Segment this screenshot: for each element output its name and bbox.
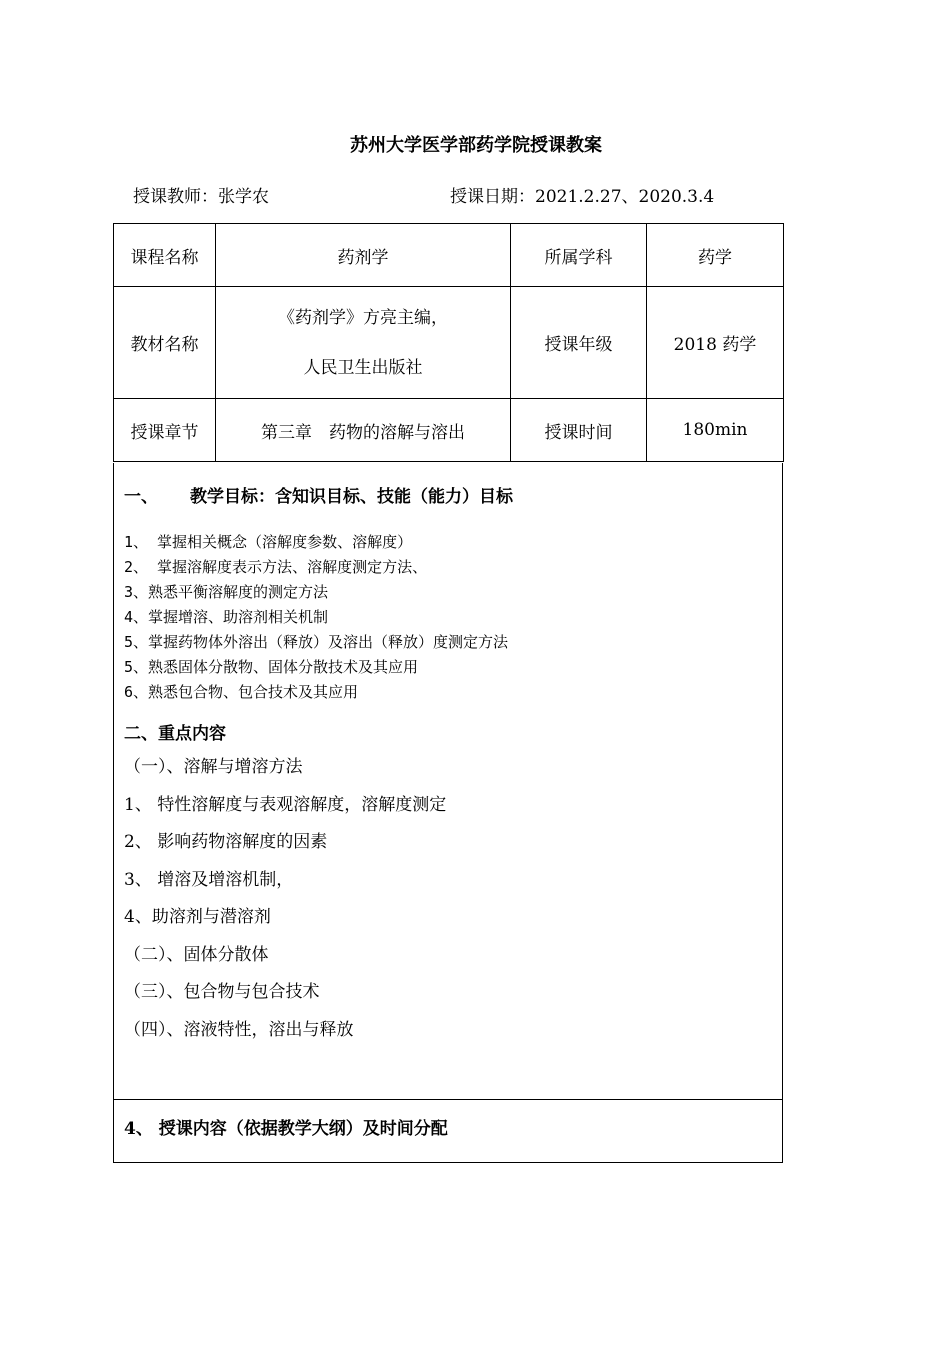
chapter-label: 授课章节 [114, 399, 216, 462]
textbook-line-2: 人民卫生出版社 [303, 357, 423, 378]
subject-label: 所属学科 [511, 224, 647, 287]
list-item: 3、熟悉平衡溶解度的测定方法 [124, 583, 329, 601]
list-item: 2、 掌握溶解度表示方法、溶解度测定方法、 [124, 558, 428, 576]
grade-label: 授课年级 [511, 287, 647, 399]
content-heading: 4、 授课内容（依据教学大纲）及时间分配 [124, 1119, 448, 1139]
list-item: （四）、溶液特性，溶出与释放 [124, 1019, 354, 1040]
goals-heading: 教学目标：含知识目标、技能（能力）目标 [190, 487, 513, 507]
grade-value: 2018 药学 [647, 287, 784, 399]
course-name-value: 药剂学 [216, 224, 511, 287]
list-item: 1、 特性溶解度与表观溶解度，溶解度测定 [124, 794, 447, 815]
document-title: 苏州大学医学部药学院授课教案 [350, 135, 602, 156]
content-section [113, 1100, 783, 1163]
list-item: 6、熟悉包合物、包合技术及其应用 [124, 683, 359, 701]
textbook-label: 教材名称 [114, 287, 216, 399]
list-item: （一）、溶解与增溶方法 [124, 757, 303, 777]
goals-list [124, 530, 508, 705]
textbook-value [216, 287, 511, 399]
table-row [114, 224, 784, 287]
list-item: 4、助溶剂与潜溶剂 [124, 907, 271, 927]
list-item: 5、熟悉固体分散物、固体分散技术及其应用 [124, 658, 419, 676]
list-item: （二）、固体分散体 [124, 944, 269, 965]
course-info-table [113, 223, 784, 462]
duration-value: 180min [647, 399, 784, 462]
goals-section [113, 463, 783, 1100]
list-item: 4、掌握增溶、助溶剂相关机制 [124, 608, 329, 626]
list-item: 5、掌握药物体外溶出（释放）及溶出（释放）度测定方法 [124, 633, 509, 651]
textbook-line-1: 《药剂学》方亮主编， [278, 307, 448, 328]
key-points-heading: 二、重点内容 [124, 724, 226, 744]
course-name-label: 课程名称 [114, 224, 216, 287]
list-item: （三）、包合物与包合技术 [124, 982, 320, 1002]
teacher-line: 授课教师：张学农 [133, 187, 269, 207]
list-item: 3、 增溶及增溶机制， [124, 869, 294, 890]
table-row [114, 287, 784, 399]
subject-value: 药学 [647, 224, 784, 287]
key-points-list [124, 753, 446, 1053]
table-row [114, 399, 784, 462]
chapter-value: 第三章 药物的溶解与溶出 [216, 399, 511, 462]
list-item: 2、 影响药物溶解度的因素 [124, 832, 328, 852]
date-line: 授课日期：2021.2.27、2020.3.4 [450, 187, 715, 207]
duration-label: 授课时间 [511, 399, 647, 462]
goals-heading-number: 一、 [124, 487, 158, 507]
list-item: 1、 掌握相关概念（溶解度参数、溶解度） [124, 533, 413, 551]
